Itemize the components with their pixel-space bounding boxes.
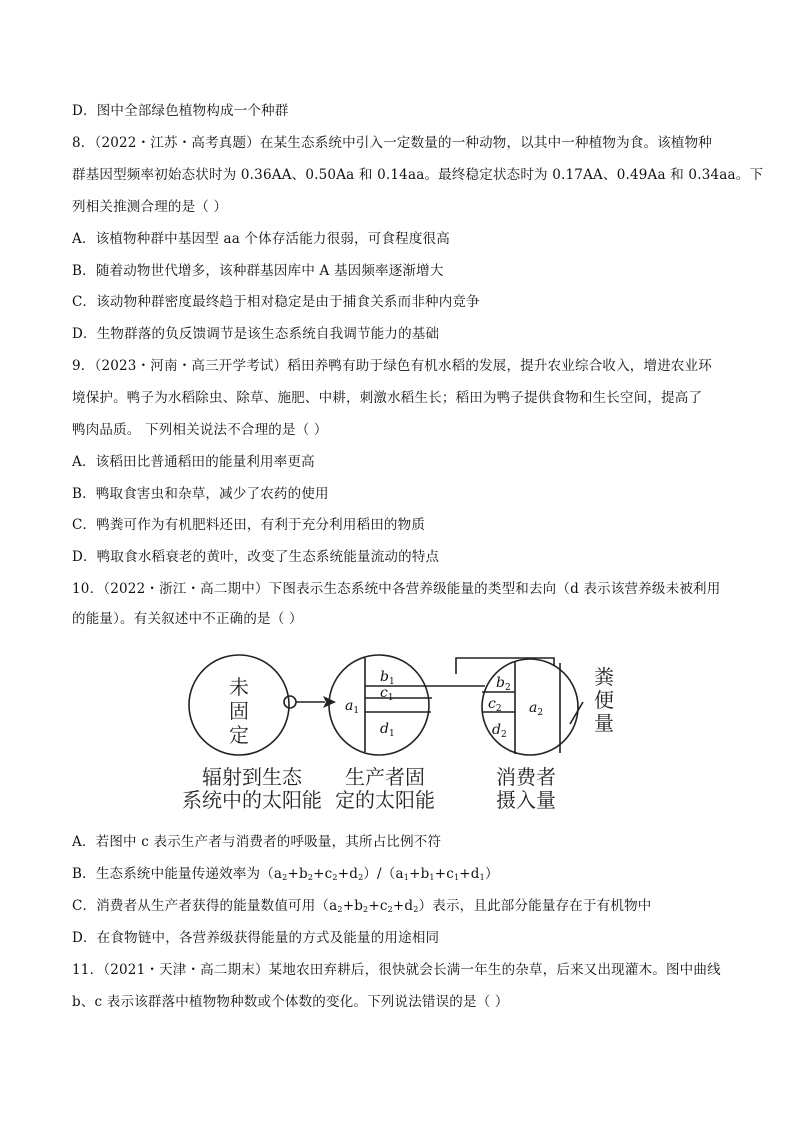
caption-consumer-1: 消费者 xyxy=(496,765,556,789)
q8-option-a: A．该植物种群中基因型 aa 个体存活能力很弱，可食程度很高 xyxy=(72,231,450,247)
q9-stem-line-1: 9．（2023・河南・高三开学考试）稻田养鸭有助于绿色有机水稻的发展，提升农业综合收入，增进农业环 xyxy=(72,358,712,374)
feces-char-2: 便 xyxy=(594,688,614,712)
caption-producer-1: 生产者固 xyxy=(345,765,425,789)
q9-option-c: C．鸭粪可作为有机肥料还田，有利于充分利用稻田的物质 xyxy=(72,517,426,533)
label-b1: b xyxy=(380,669,389,685)
q10-option-c: C．消费者从生产者获得的能量数值可用$(a_2+b_2+c_2+d_2)$表示，且此部分能量存在于有机物中 xyxy=(72,898,652,914)
q10-stem-line-1: 10．（2022・浙江・高二期中）下图表示生态系统中各营养级能量的类型和去向（d 表示该营养级未被利用 xyxy=(72,581,721,597)
q8-option-c: C．该动物种群密度最终趋于相对稳定是由于捕食关系而非种内竞争 xyxy=(72,294,480,310)
unfixed-char-1: 未 xyxy=(229,675,249,699)
q9-option-b: B．鸭取食害虫和杂草，减少了农药的使用 xyxy=(72,486,329,502)
q11-stem-line-2: b、c 表示该群落中植物物种数或个体数的变化。下列说法错误的是（ ） xyxy=(72,994,509,1010)
q9-option-d: D．鸭取食水稻衰老的黄叶，改变了生态系统能量流动的特点 xyxy=(72,549,440,565)
svg-text:b1: $b_1$ xyxy=(380,669,395,687)
q8-stem-line-3: 列相关推测合理的是（ ） xyxy=(72,199,228,215)
svg-text:d2: $d_2$ xyxy=(492,722,507,740)
svg-text:a1: $a_1$ xyxy=(345,698,360,716)
q9-option-a: A．该稻田比普通稻田的能量利用率更高 xyxy=(72,454,315,470)
q8-stem-line-1: 8．（2022・江苏・高考真题）在某生态系统中引入一定数量的一种动物，以其中一种植物为食。该植物种 xyxy=(72,135,712,151)
q10-option-d: D．在食物链中，各营养级获得能量的方式及能量的用途相同 xyxy=(72,930,440,946)
energy-flow-diagram xyxy=(180,650,630,815)
svg-text:a2: $a_2$ xyxy=(529,700,544,718)
svg-text:d1: $d_1$ xyxy=(380,721,395,739)
caption-consumer-2: 摄入量 xyxy=(496,788,556,812)
label-b2: b xyxy=(496,675,505,691)
q8-stem-line-2: 群基因型频率初始态状时为 0.36AA、0.50Aa 和 0.14aa。最终稳定状态时为 0.17AA、0.49Aa 和 0.34aa。下 xyxy=(72,167,764,183)
svg-text:b2: $b_2$ xyxy=(496,675,511,693)
caption-solar-2: 系统中的太阳能 xyxy=(182,788,322,812)
label-d1: d xyxy=(380,721,389,737)
feces-char-1: 粪 xyxy=(594,665,614,689)
unfixed-char-3: 定 xyxy=(229,723,249,747)
q11-stem-line-1: 11．（2021・天津・高二期末）某地农田弃耕后，很快就会长满一年生的杂草，后来又出现灌木。图中曲线 xyxy=(72,962,721,978)
label-c2: c xyxy=(488,696,496,712)
q10-option-b: B．生态系统中能量传递效率为$(a_2+b_2+c_2+d_2)/(a_1+b_1+c_1+d_1)$ xyxy=(72,866,499,882)
q9-stem-line-3: 鸭肉品质。 下列相关说法不合理的是（ ） xyxy=(72,422,328,438)
svg-text:c1: $c_1$ xyxy=(380,685,394,703)
q8-option-d: D．生物群落的负反馈调节是该生态系统自我调节能力的基础 xyxy=(72,326,440,342)
label-a2: a xyxy=(529,700,538,716)
q9-stem-line-2: 境保护。鸭子为水稻除虫、除草、施肥、中耕，刺激水稻生长；稻田为鸭子提供食物和生长空间，提高了 xyxy=(72,390,703,406)
producer-circle xyxy=(329,655,429,755)
q10-stem-line-2: 的能量）。有关叙述中不正确的是（ ） xyxy=(72,611,303,627)
feces-char-3: 量 xyxy=(594,711,614,735)
label-d2: d xyxy=(492,722,501,738)
unfixed-char-2: 固 xyxy=(229,699,249,723)
q7-option-d: D．图中全部绿色植物构成一个种群 xyxy=(72,103,289,119)
label-a1: a xyxy=(345,698,354,714)
q10-option-a: A．若图中 c 表示生产者与消费者的呼吸量，其所占比例不符 xyxy=(72,834,442,850)
q8-option-b: B．随着动物世代增多，该种群基因库中 A 基因频率逐渐增大 xyxy=(72,263,444,279)
caption-producer-2: 定的太阳能 xyxy=(335,788,435,812)
svg-text:c2: $c_2$ xyxy=(488,696,502,714)
caption-solar-1: 辐射到生态 xyxy=(202,765,302,789)
label-c1: c xyxy=(380,685,388,701)
